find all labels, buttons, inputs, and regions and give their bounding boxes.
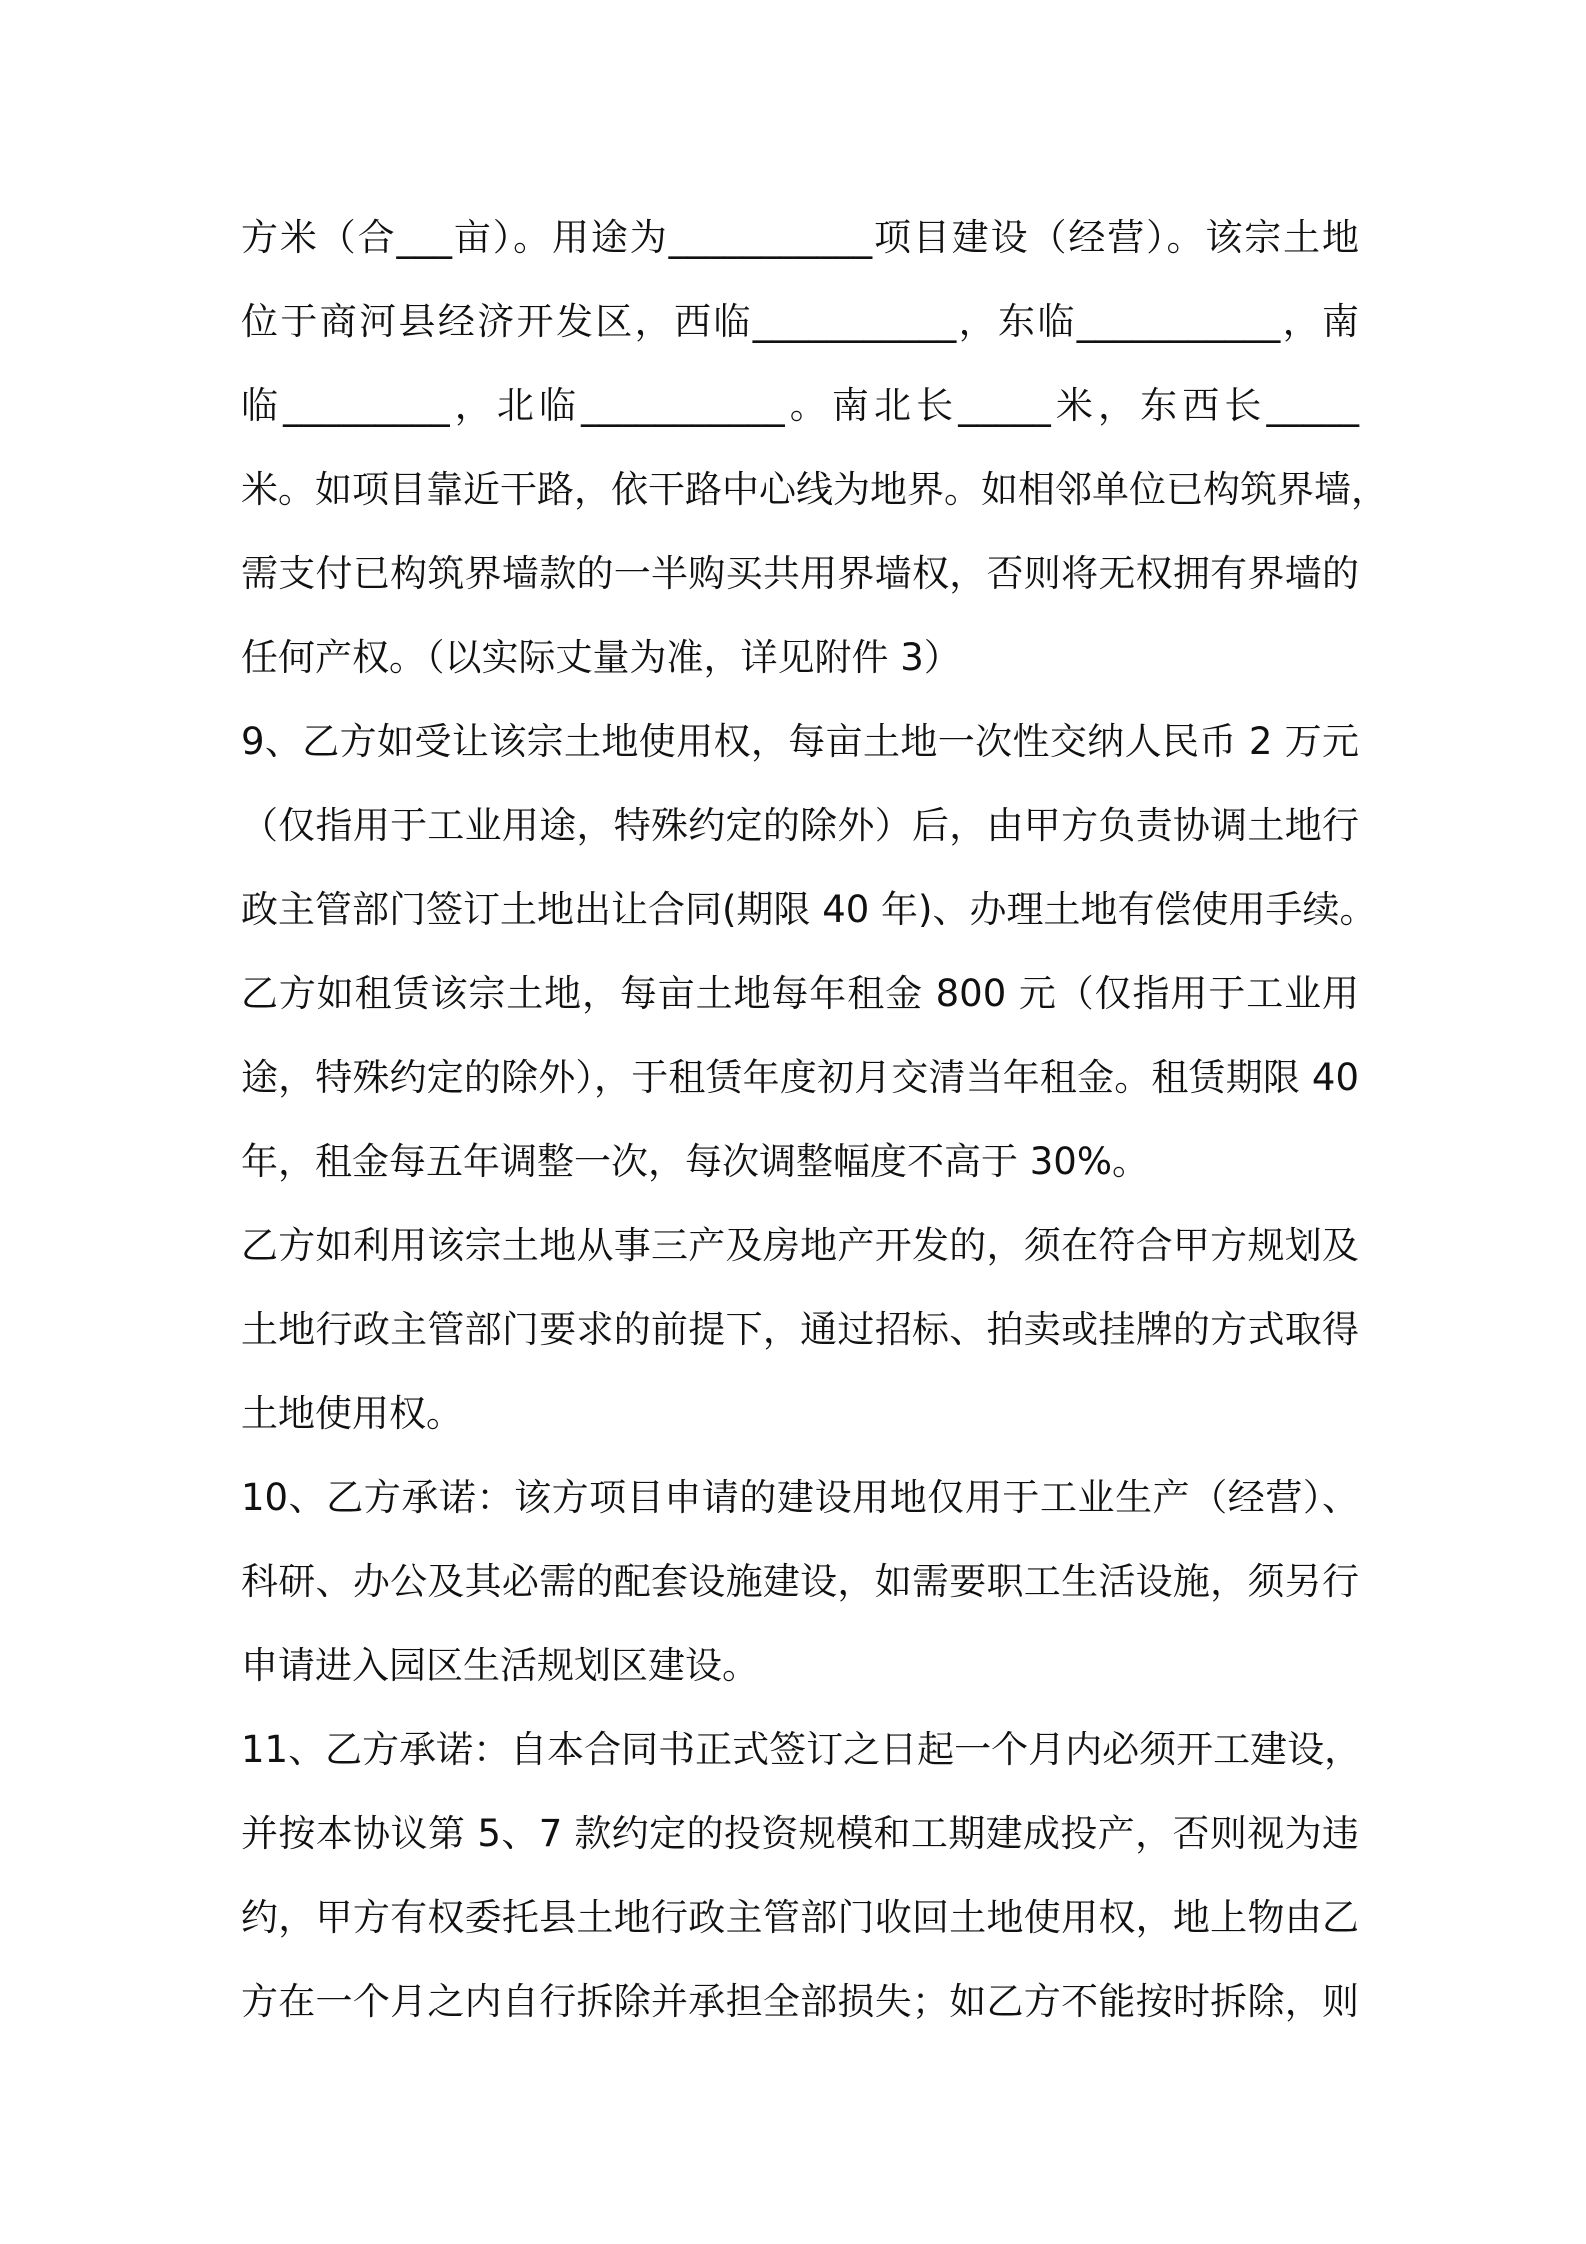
text-line-12: 年，租金每五年调整一次，每次调整幅度不高于 30%。 bbox=[241, 1140, 1149, 1183]
text-line-1: 方米（合___亩）。用途为___________项目建设（经营）。该宗土地 bbox=[241, 216, 1359, 259]
text-line-7: 9、乙方如受让该宗土地使用权，每亩土地一次性交纳人民币 2 万元 bbox=[241, 720, 1359, 763]
text-line-11: 途，特殊约定的除外），于租赁年度初月交清当年租金。租赁期限 40 bbox=[241, 1056, 1359, 1099]
text-line-3: 临_________，北临___________。南北长_____米，东西长_____ bbox=[241, 384, 1359, 427]
text-line-4: 米。如项目靠近干路，依干路中心线为地界。如相邻单位已构筑界墙， bbox=[241, 468, 1388, 511]
text-line-9: 政主管部门签订土地出让合同(期限 40 年)、办理土地有偿使用手续。 bbox=[241, 888, 1377, 931]
text-line-18: 申请进入园区生活规划区建设。 bbox=[241, 1644, 759, 1687]
text-line-8: （仅指用于工业用途，特殊约定的除外）后，由甲方负责协调土地行 bbox=[241, 804, 1359, 847]
text-line-6: 任何产权。（以实际丈量为准，详见附件 3） bbox=[241, 636, 961, 679]
text-line-15: 土地使用权。 bbox=[241, 1392, 463, 1435]
text-line-10: 乙方如租赁该宗土地，每亩土地每年租金 800 元（仅指用于工业用 bbox=[241, 972, 1359, 1015]
text-line-5: 需支付已构筑界墙款的一半购买共用界墙权，否则将无权拥有界墙的 bbox=[241, 552, 1359, 595]
document-body bbox=[241, 196, 1388, 2044]
text-line-20: 并按本协议第 5、7 款约定的投资规模和工期建成投产，否则视为违 bbox=[241, 1812, 1359, 1855]
text-line-21: 约，甲方有权委托县土地行政主管部门收回土地使用权，地上物由乙 bbox=[241, 1896, 1359, 1939]
text-line-17: 科研、办公及其必需的配套设施建设，如需要职工生活设施，须另行 bbox=[241, 1560, 1359, 1603]
text-line-13: 乙方如利用该宗土地从事三产及房地产开发的，须在符合甲方规划及 bbox=[241, 1224, 1359, 1267]
text-line-22: 方在一个月之内自行拆除并承担全部损失；如乙方不能按时拆除，则 bbox=[241, 1980, 1359, 2023]
text-line-16: 10、乙方承诺：该方项目申请的建设用地仅用于工业生产（经营）、 bbox=[241, 1476, 1359, 1519]
text-line-19: 11、乙方承诺：自本合同书正式签订之日起一个月内必须开工建设， bbox=[241, 1728, 1362, 1771]
text-line-2: 位于商河县经济开发区，西临___________，东临___________，南 bbox=[241, 300, 1359, 343]
text-line-14: 土地行政主管部门要求的前提下，通过招标、拍卖或挂牌的方式取得 bbox=[241, 1308, 1359, 1351]
